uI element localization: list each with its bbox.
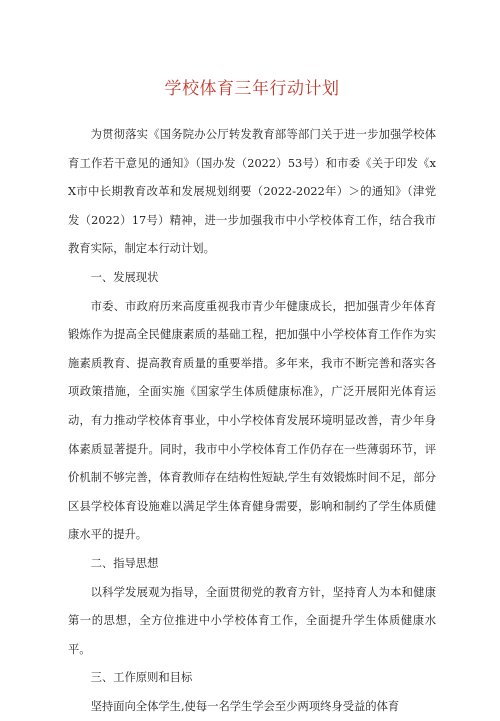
intro-paragraph: 为贯彻落实《国务院办公厅转发教育部等部门关于进一步加强学校体育工作若干意见的通知》（国办发（2022）53号）和市委《关于印发《xX市中长期教育改革和发展规划纲要（2022-2022年）＞的通知》（津党发（2022）17号）精神，进一步加强我市中小学校体育工作，结合我市教育实际，制定本行动计划。 bbox=[68, 128, 436, 256]
section-paragraph-guiding-ideology: 以科学发展观为指导，全面贯彻党的教育方针，坚持育人为本和健康第一的思想，全方位推进中小学校体育工作，全面提升学生体质健康水平。 bbox=[68, 585, 436, 656]
section-heading-status: 一、发展现状 bbox=[90, 270, 159, 284]
section-paragraph-status: 市委、市政府历来高度重视我市青少年健康成长，把加强青少年体育锻炼作为提高全民健康素质的基础工程，把加强中小学校体育工作作为实施素质教育、提高教育质量的重要举措。多年来，我市不断完善和落实各项政策措施，全面实施《国家学生体质健康标准》，广泛开展阳光体育运动，有力推动学校体育事业，中小学校体育发展环境明显改善，青少年身体素质显著提升。同时，我市中小学校体育工作仍存在一些薄弱环节，评价机制不够完善，体育教师存在结构性短缺,学生有效锻炼时间不足，部分区县学校体育设施难以满足学生体育健身需要，影响和制约了学生体质健康水平的提升。 bbox=[68, 299, 436, 542]
section-heading-principles-goals: 三、工作原则和目标 bbox=[90, 671, 193, 685]
document-body bbox=[68, 121, 436, 721]
section-heading-guiding-ideology: 二、指导思想 bbox=[90, 556, 159, 570]
section-paragraph-principles-goals: 坚持面向全体学生,使每一名学生学会至少两项终身受益的体育 bbox=[90, 699, 400, 713]
document-title: 学校体育三年行动计划 bbox=[164, 79, 340, 99]
